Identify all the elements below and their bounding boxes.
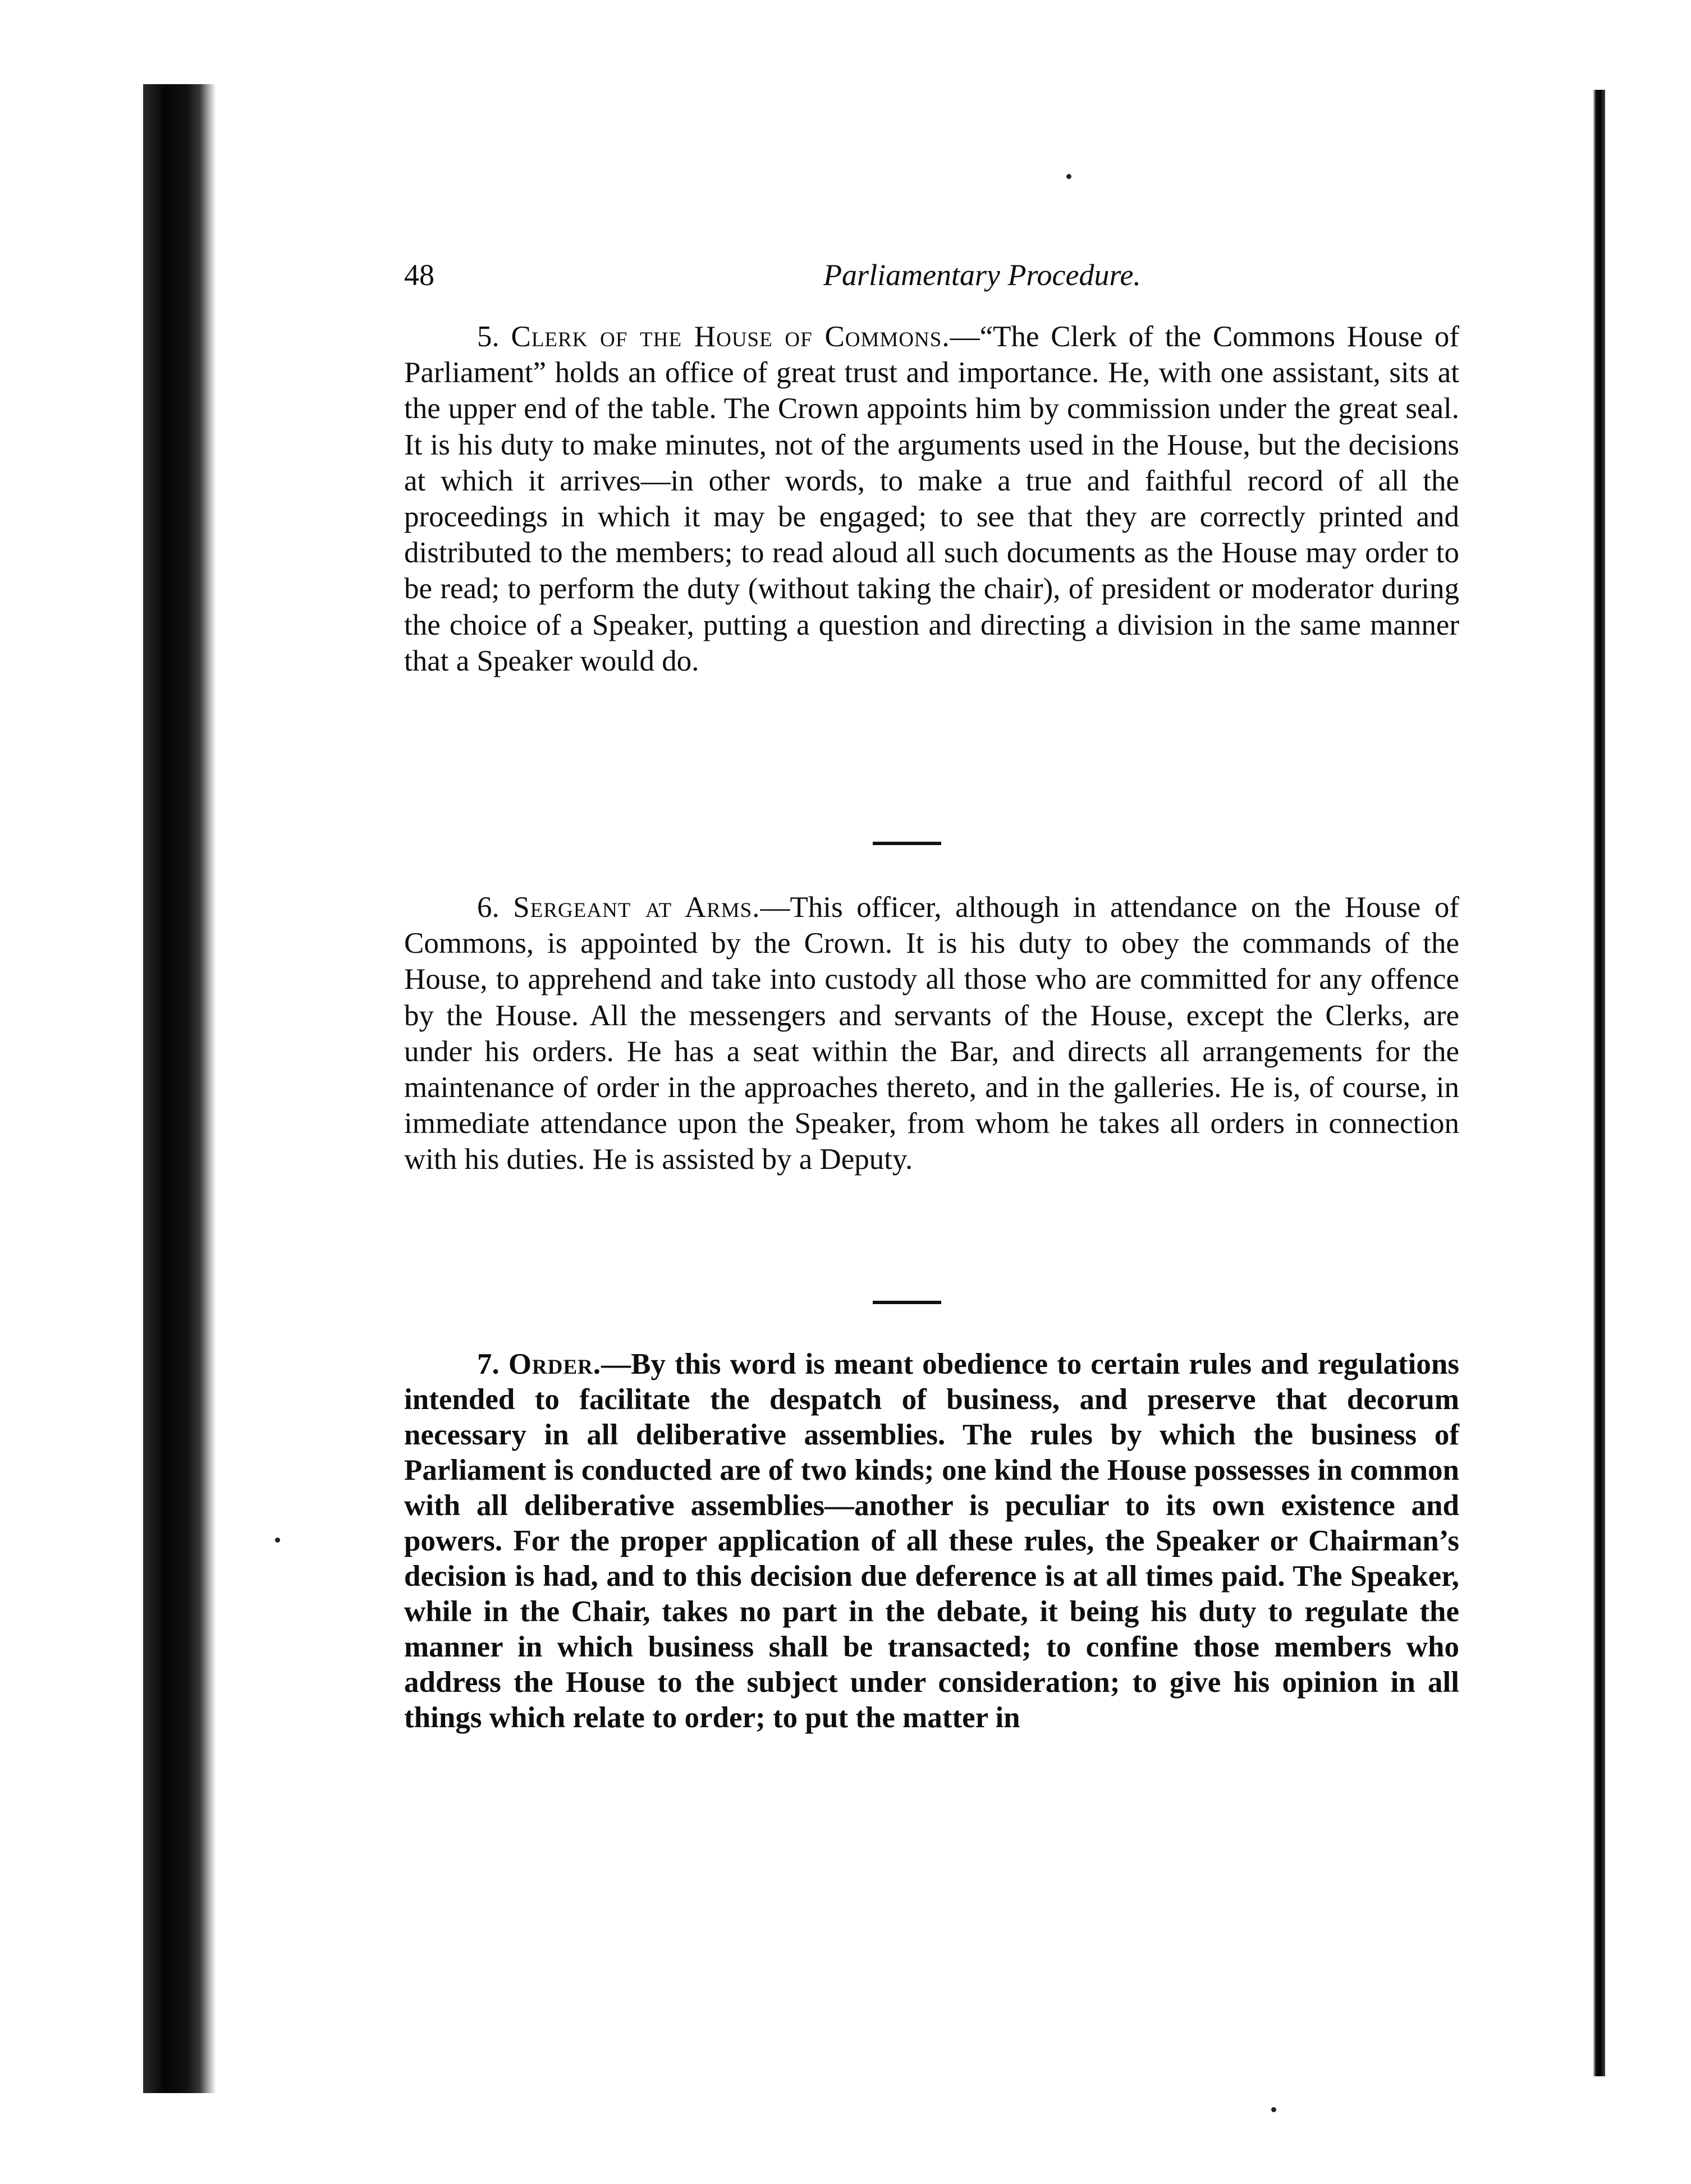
page-edge-right: [1593, 90, 1605, 2076]
ink-speck: [1271, 2107, 1276, 2112]
ink-speck: [1066, 174, 1071, 179]
page-number: 48: [404, 258, 434, 292]
section-heading: Order.: [508, 1348, 602, 1380]
section-order: [404, 1347, 1459, 1736]
page-header: [404, 253, 1448, 297]
section-sergeant-at-arms: [404, 889, 1459, 1178]
paragraph: [404, 319, 1459, 679]
section-body: —“The Clerk of the Commons House of Parliament” holds an office of great trust and importance. He, with one assistant, sits at the upper end of the table. The Crown appoints him by commission under the great seal. It is his duty to make minutes, not of the arguments used in the House, but the decisions at which it arrives—in other words, to make a true and faithful record of all the proceedings in which it may be engaged; to see that they are correctly printed and distributed to the members; to read aloud all such documents as the House may order to be read; to perform the duty (without taking the chair), of president or moderator during the choice of a Speaker, putting a question and directing a division in the same manner that a Speaker would do.: [404, 320, 1459, 677]
ink-speck: [275, 1538, 280, 1543]
section-divider: [873, 842, 941, 845]
paragraph: [404, 889, 1459, 1178]
section-body: —By this word is meant obedience to certain rules and regulations intended to facilitate the despatch of business, and preserve that decorum necessary in all deliberative assemblies. The rules by which the business of Parliament is conducted are of two kinds; one kind the House possesses in common with all deliberative assemblies—another is peculiar to its own existence and powers. For the proper application of all these rules, the Speaker or Chairman’s decision is had, and to this decision due deference is at all times paid. The Speaker, while in the Chair, takes no part in the debate, it being his duty to regulate the manner in which business shall be transacted; to confine those members who address the House to the subject under consideration; to give his opinion in all things which relate to order; to put the matter in: [404, 1348, 1460, 1734]
section-number: 7.: [477, 1348, 499, 1380]
section-heading: Clerk of the House of Commons.: [511, 320, 950, 353]
section-clerk-of-the-house: [404, 319, 1459, 679]
section-number: 6.: [477, 891, 499, 924]
section-number: 5.: [477, 320, 499, 353]
section-heading: Sergeant at Arms.: [513, 891, 760, 924]
page-edge-left: [143, 84, 216, 2093]
section-body: —This officer, although in attendance on the House of Commons, is appointed by the Crown. It is his duty to obey the commands of the House, to apprehend and take into custody all those who are committed for any offence by the House. All the messengers and servants of the House, except the Clerks, are under his orders. He has a seat within the Bar, and directs all arrangements for the maintenance of order in the approaches thereto, and in the galleries. He is, of course, in immediate attendance upon the Speaker, from whom he takes all orders in connection with his duties. He is assisted by a Deputy.: [404, 891, 1459, 1176]
running-title: Parliamentary Procedure.: [823, 258, 1141, 292]
section-divider: [873, 1301, 941, 1304]
paragraph: [404, 1347, 1459, 1736]
